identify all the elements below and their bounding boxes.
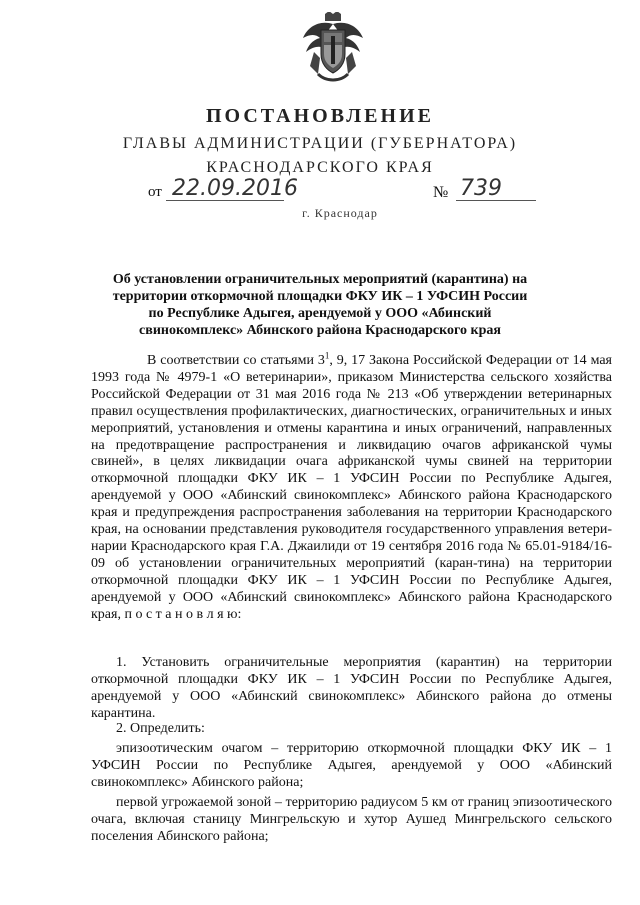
document-type-heading: ПОСТАНОВЛЕНИЕ (206, 105, 434, 127)
region-heading: КРАСНОДАРСКОГО КРАЯ (206, 159, 434, 176)
number-prefix: № (433, 184, 449, 201)
preamble-text-rest: , 9, 17 Закона Российской Федерации от 14 мая 1993 года № 4979-1 «О ветеринарии», приказом Министерства сельского хозяйства Российской Федерации от 31 мая 2016 года № 213 «Об утверждении ветеринарных правил осуществления профилактических, диагностических, ограничительных и иных мероприятий, установления и отмены карантина и иных ограничений, направленных на предотвращение распространения и ликвидацию очагов африканской чумы свиней», в целях ликвидации очага африканской чумы свиней на территории откормочной площадки ФКУ ИК – 1 УФСИН России по Республике Адыгея, арендуемой у ООО «Абинский свинокомплекс» Абинского района Краснодарского края и предупреждения распространения заболевания на территории Краснодарского края, на основании представления руководителя государственного управления ветери-нарии Краснодарского края Г.А. Джаилиди от 19 сентября 2016 года № 65.01-9184/16-09 об установлении ограничительных мероприятий (каран-тина) на территории откормочной площадки ФКУ ИК – 1 УФСИН России по Республике Адыгея, арендуемой у ООО «Абинский свинокомплекс» Абинского района Краснодарского края, п о с т а н о в л я ю: (91, 353, 612, 622)
document-title: Об установлении ограничительных мероприятий (карантина) на территории откормочной площадки ФКУ ИК – 1 УФСИН России по Республике Адыгея, арендуемой у ООО «Абинский свинокомплекс» Абинского района Краснодарского края (112, 272, 528, 338)
preamble-paragraph (91, 350, 612, 624)
date-underline (166, 200, 284, 201)
city-label: г. Краснодар (302, 206, 378, 220)
clause-2-first-zone: первой угрожаемой зоной – территорию радиусом 5 км от границ эпизоотического очага, включая станицу Мингрельскую и хутор Аушед Мингрельского сельского поселения Абинского района; (91, 795, 612, 844)
document-number: 739 (460, 176, 502, 201)
article-superscript: 1 (324, 350, 330, 361)
number-underline (456, 200, 536, 201)
document-date: 22.09.2016 (172, 176, 298, 201)
preamble-text-start: В соответствии со статьями 3 (147, 353, 325, 368)
issuer-heading: ГЛАВЫ АДМИНИСТРАЦИИ (ГУБЕРНАТОРА) (122, 135, 518, 152)
clause-2-focus: эпизоотическим очагом – территорию откормочной площадки ФКУ ИК – 1 УФСИН России по Республике Адыгея, арендуемой у ООО «Абинский свинокомплекс» Абинского района; (91, 741, 612, 790)
clause-2: 2. Определить: (116, 721, 205, 736)
clause-1: 1. Установить ограничительные мероприятия (карантин) на территории откормочной площадки ФКУ ИК – 1 УФСИН России по Республике Адыгея, арендуемой у ООО «Абинский свинокомплекс» Абинского района до отмены карантина. (91, 655, 612, 721)
coat-of-arms-icon (300, 12, 366, 84)
date-prefix: от (148, 184, 162, 200)
